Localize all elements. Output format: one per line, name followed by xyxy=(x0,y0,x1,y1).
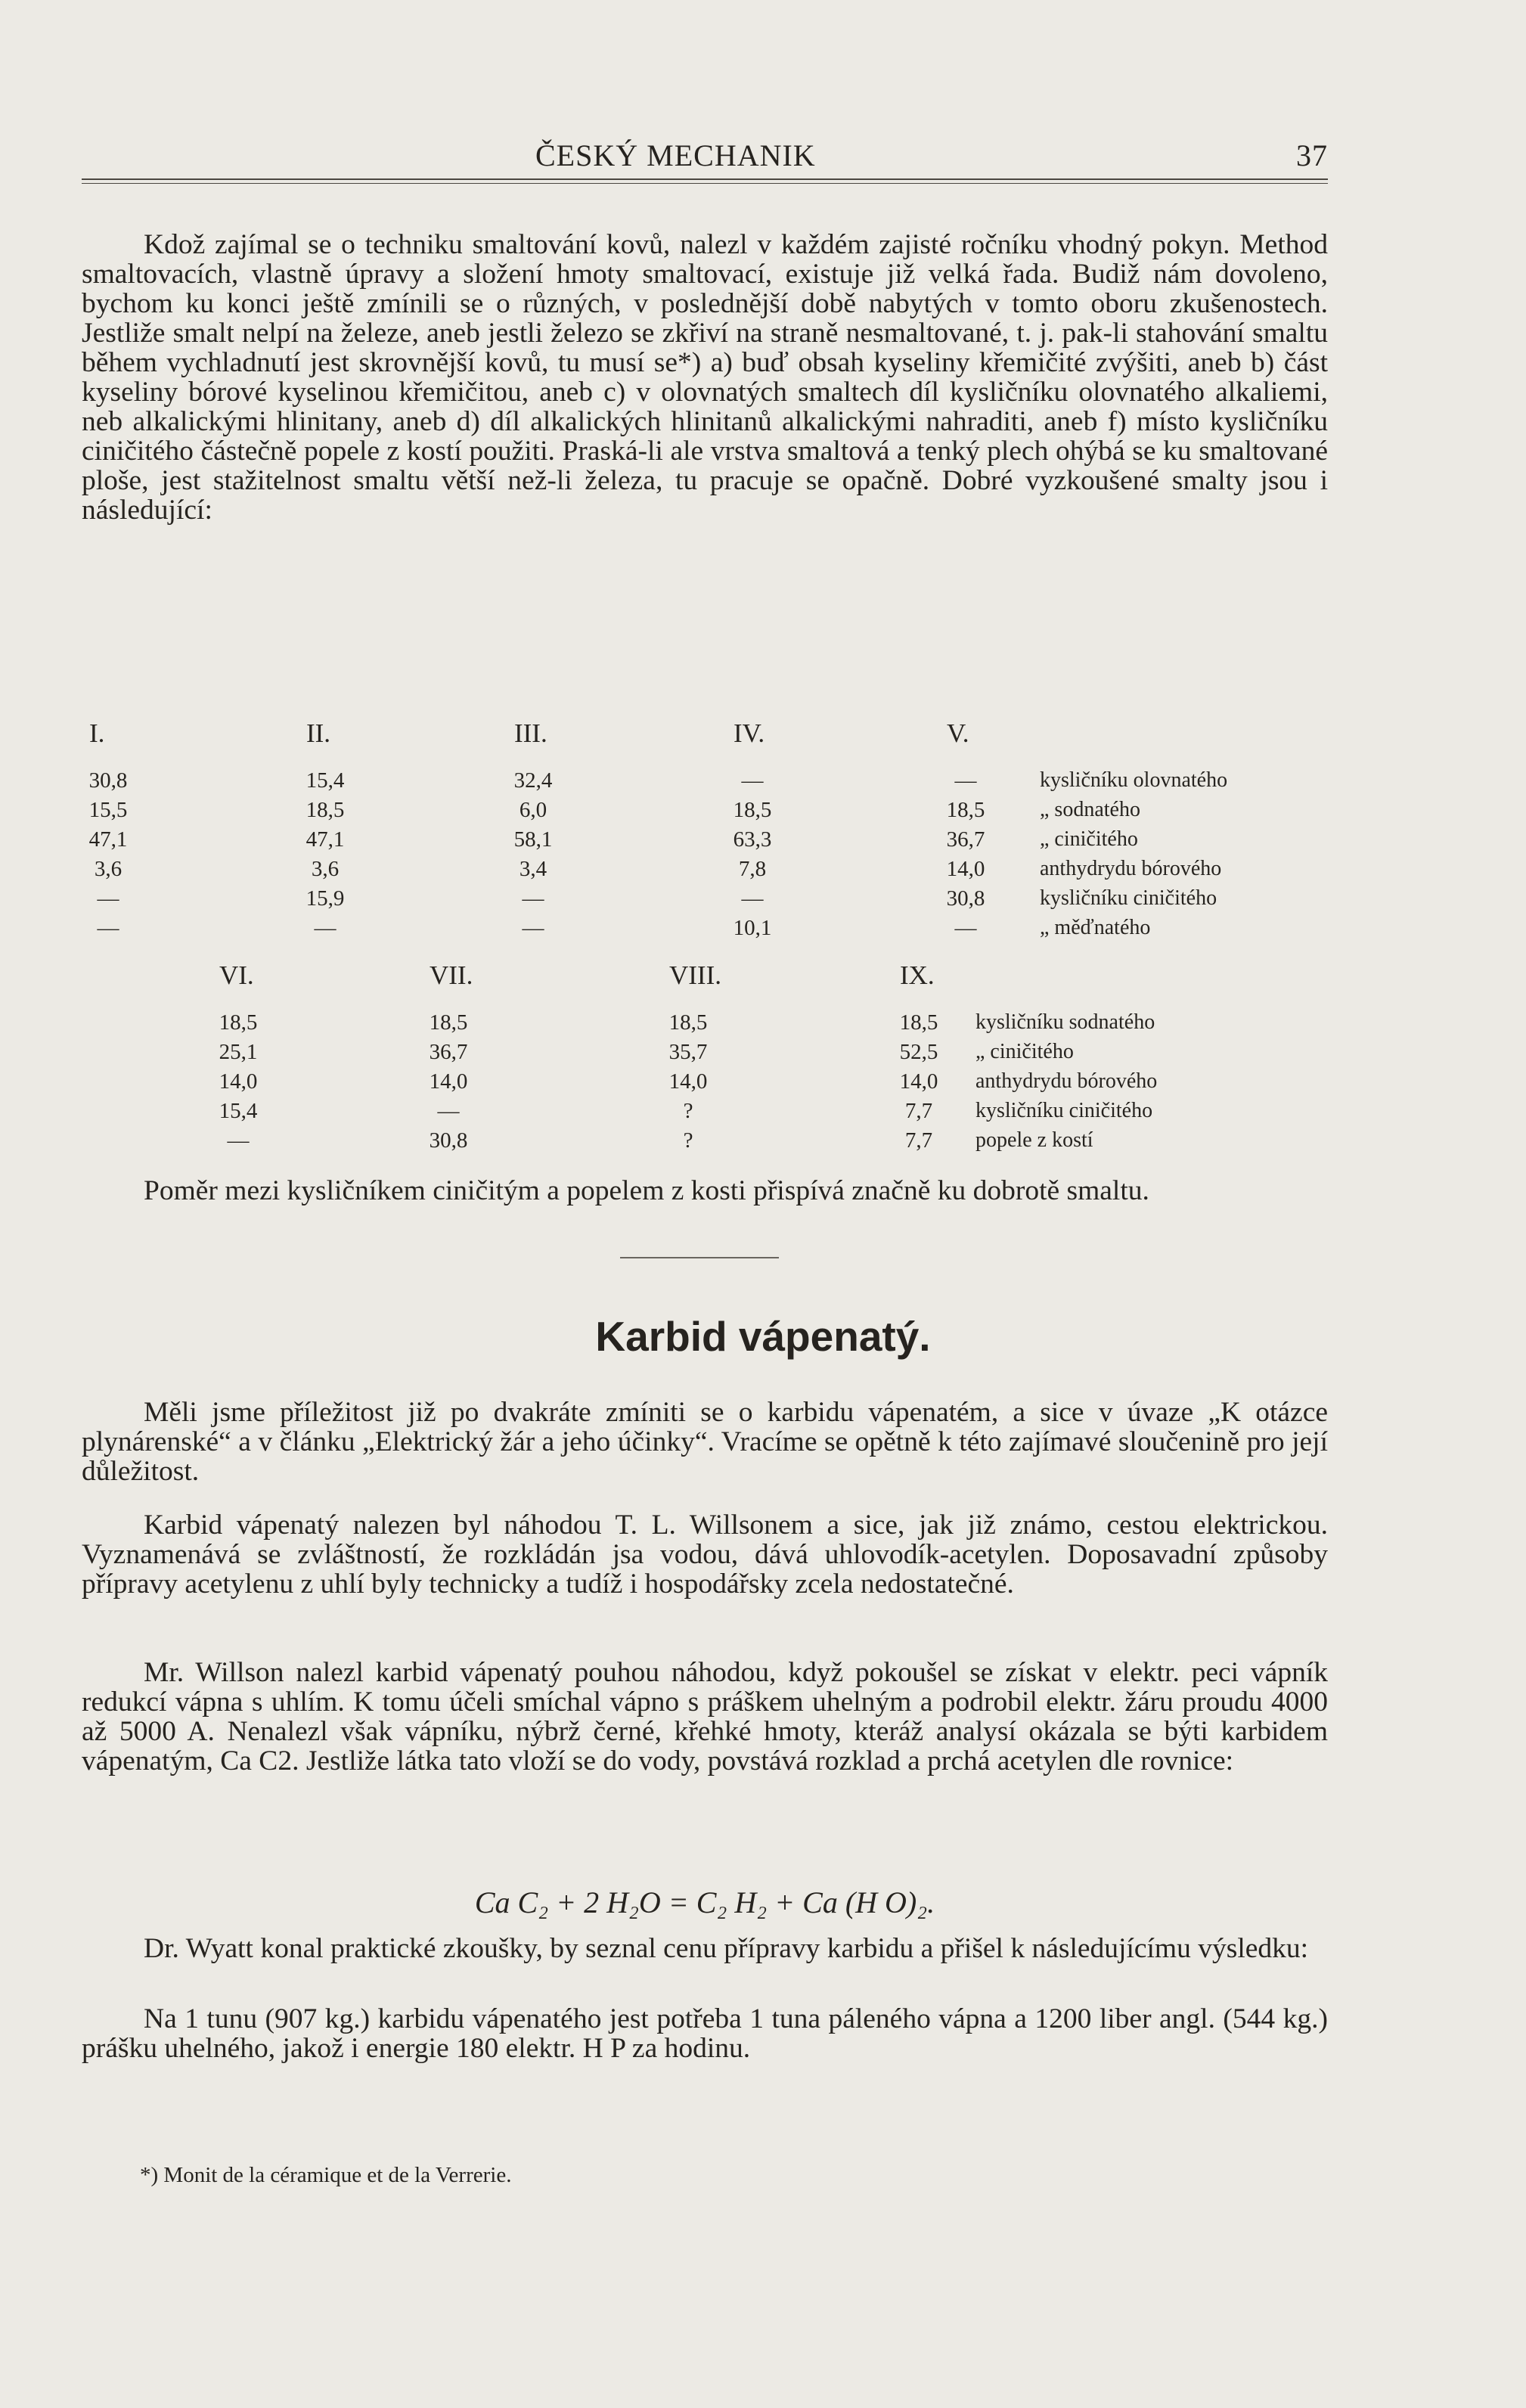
table-cell: 7,7 xyxy=(904,1099,933,1123)
table-cell: 25,1 xyxy=(219,1040,258,1064)
table-cell: 3,4 xyxy=(519,857,547,881)
table-cell: 10,1 xyxy=(733,916,772,940)
section-heading: Karbid vápenatý. xyxy=(595,1313,931,1360)
header-rule-thin xyxy=(82,183,1328,184)
table-row-label: „ sodnatého xyxy=(1040,798,1140,821)
ratio-paragraph: Poměr mezi kysličníkem ciničitým a popelem z kosti přispívá značně ku dobrotě smaltu. xyxy=(144,1175,1149,1206)
table-cell: 14,0 xyxy=(899,1069,938,1094)
table-row-label: kysličníku olovnatého xyxy=(1040,768,1228,792)
paragraph-5: Na 1 tunu (907 kg.) karbidu vápenatého jest potřeba 1 tuna páleného vápna a 1200 liber angl. (544 kg.) prášku uhelného, jakož i energie 180 elektr. H P za hodinu. xyxy=(82,2003,1328,2064)
table-cell: 63,3 xyxy=(733,827,772,852)
table-cell: — xyxy=(97,886,119,911)
table-cell: — xyxy=(227,1128,250,1153)
table-row-label: anthydrydu bórového xyxy=(1040,857,1222,880)
table-header: V. xyxy=(947,718,969,748)
table-header: III. xyxy=(514,718,547,748)
table-cell: 30,8 xyxy=(429,1128,468,1153)
paragraph-3: Mr. Willson nalezl karbid vápenatý pouhou náhodou, když pokoušel se získat v elektr. peci vápník redukcí vápna s uhlím. K tomu účeli smíchal vápno s práškem uhelným a podrobil elektr. žáru proudu 4000 až 5000 A. Nenalezl však vápníku, nýbrž černé, křehké hmoty, kteráž analysí okázala se býti karbidem vápenatým, Ca C2. Jestliže látka tato vloží se do vody, povstává rozklad a prchá acetylen dle rovnice: xyxy=(82,1657,1328,1777)
table-row-label: „ ciničitého xyxy=(975,1040,1074,1063)
table-cell: 15,5 xyxy=(88,798,128,822)
table-cell: 47,1 xyxy=(306,827,345,852)
table-row-label: „ ciničitého xyxy=(1040,827,1138,851)
table-cell: 18,5 xyxy=(946,798,985,822)
table-cell: — xyxy=(954,916,977,940)
table-cell: 7,8 xyxy=(738,857,767,881)
section-divider xyxy=(620,1257,779,1258)
table-cell: 6,0 xyxy=(519,798,547,822)
paragraph-4: Dr. Wyatt konal praktické zkoušky, by seznal cenu přípravy karbidu a přišel k následujícímu výsledku: xyxy=(144,1933,1309,1964)
table-row-label: anthydrydu bórového xyxy=(975,1069,1158,1093)
table-cell: 3,6 xyxy=(94,857,123,881)
table-cell: 18,5 xyxy=(306,798,345,822)
paragraph-2: Karbid vápenatý nalezen byl náhodou T. L. Willsonem a sice, jak již známo, cestou elektrickou. Vyznamenává se zvláštností, že rozkládán jsa vodou, dává uhlovodík-acetylen. Doposavadní způsoby přípravy acetylenu z uhlí byly technicky a tudíž i hospodářsky zcela nedostatečné. xyxy=(82,1510,1328,1600)
footnote: *) Monit de la céramique et de la Verrerie. xyxy=(140,2163,512,2187)
journal-title: ČESKÝ MECHANIK xyxy=(535,138,816,172)
table-row-label: popele z kostí xyxy=(975,1128,1093,1152)
table-cell: — xyxy=(522,916,544,940)
table-cell: — xyxy=(437,1099,460,1123)
table-cell: 30,8 xyxy=(946,886,985,911)
table-header: VII. xyxy=(430,960,473,990)
table-cell: 18,5 xyxy=(733,798,772,822)
table-cell: — xyxy=(522,886,544,911)
table-cell: 15,9 xyxy=(306,886,345,911)
table-cell: — xyxy=(741,768,764,793)
paragraph-1: Měli jsme příležitost již po dvakráte zmíniti se o karbidu vápenatém, a sice v úvaze „K otázce plynárenské“ a v článku „Elektrický žár a jeho účinky“. Vracíme se opětně k této zajímavé sloučenině pro její důležitost. xyxy=(82,1397,1328,1487)
table-cell: 18,5 xyxy=(429,1010,468,1035)
table-cell: 14,0 xyxy=(946,857,985,881)
table-cell: — xyxy=(954,768,977,793)
table-cell: — xyxy=(97,916,119,940)
table-header: II. xyxy=(306,718,331,748)
table-cell: 18,5 xyxy=(219,1010,258,1035)
table-cell: ? xyxy=(683,1128,693,1153)
table-cell: 15,4 xyxy=(219,1099,258,1123)
intro-paragraph: Kdož zajímal se o techniku smaltování kovů, nalezl v každém zajisté ročníku vhodný pokyn. Method smaltovacích, vlastně úpravy a složení hmoty smaltovací, existuje již velká řada. Budiž nám dovoleno, bychom ku konci ještě zmínili se o různých, v poslednější době nabytých v tomto oboru zkušenostech. Jestliže smalt nelpí na železe, aneb jestli železo se zkřiví na straně nesmaltované, t. j. pak-li stahování smaltu během vychladnutí jest skrovnější kovů, tu musí se*) a) buď obsah kyseliny křemičité zvýšiti, aneb b) část kyseliny bórové kyselinou křemičitou, aneb c) v olovnatých smaltech díl kysličníku olovnatého alkaliemi, neb alkalickými hlinitany, aneb d) díl alkalických hlinitanů alkalickými nahraditi, aneb f) místo kysličníku ciničitého částečně popele z kostí použiti. Praská-li ale vrstva smaltová a tenký plech ohýbá se ku smaltované ploše, jest stažitelnost smaltu větší než-li železa, tu pracuje se opačně. Dobré vyzkoušené smalty jsou i následující: xyxy=(82,229,1328,526)
table-cell: 32,4 xyxy=(513,768,553,793)
table-cell: — xyxy=(741,886,764,911)
table-cell: 47,1 xyxy=(88,827,128,852)
table-cell: 14,0 xyxy=(219,1069,258,1094)
page-number: 37 xyxy=(1296,138,1328,172)
running-header xyxy=(82,135,1328,177)
table-cell: 7,7 xyxy=(904,1128,933,1153)
table-cell: 14,0 xyxy=(429,1069,468,1094)
table-header: VIII. xyxy=(669,960,721,990)
table-header: IV. xyxy=(734,718,765,748)
table-cell: 35,7 xyxy=(668,1040,708,1064)
table-cell: 30,8 xyxy=(88,768,128,793)
table-cell: ? xyxy=(683,1099,693,1123)
table-cell: 3,6 xyxy=(311,857,340,881)
table-cell: 18,5 xyxy=(899,1010,938,1035)
table-row-label: „ měďnatého xyxy=(1040,916,1151,939)
table-row-label: kysličníku ciničitého xyxy=(975,1099,1153,1122)
table-cell: 18,5 xyxy=(668,1010,708,1035)
table-row-label: kysličníku sodnatého xyxy=(975,1010,1155,1034)
table-header: I. xyxy=(89,718,105,748)
table-header: VI. xyxy=(219,960,254,990)
table-cell: 36,7 xyxy=(946,827,985,852)
chemical-equation: Ca C₂ + 2 H₂O = C₂ H₂ + Ca (H O)₂. xyxy=(474,1885,935,1919)
table-cell: 52,5 xyxy=(899,1040,938,1064)
table-cell: — xyxy=(314,916,337,940)
table-cell: 14,0 xyxy=(668,1069,708,1094)
table-cell: 36,7 xyxy=(429,1040,468,1064)
table-cell: 15,4 xyxy=(306,768,345,793)
table-cell: 58,1 xyxy=(513,827,553,852)
table-row-label: kysličníku ciničitého xyxy=(1040,886,1217,910)
table-header: IX. xyxy=(900,960,935,990)
header-rule xyxy=(82,178,1328,180)
